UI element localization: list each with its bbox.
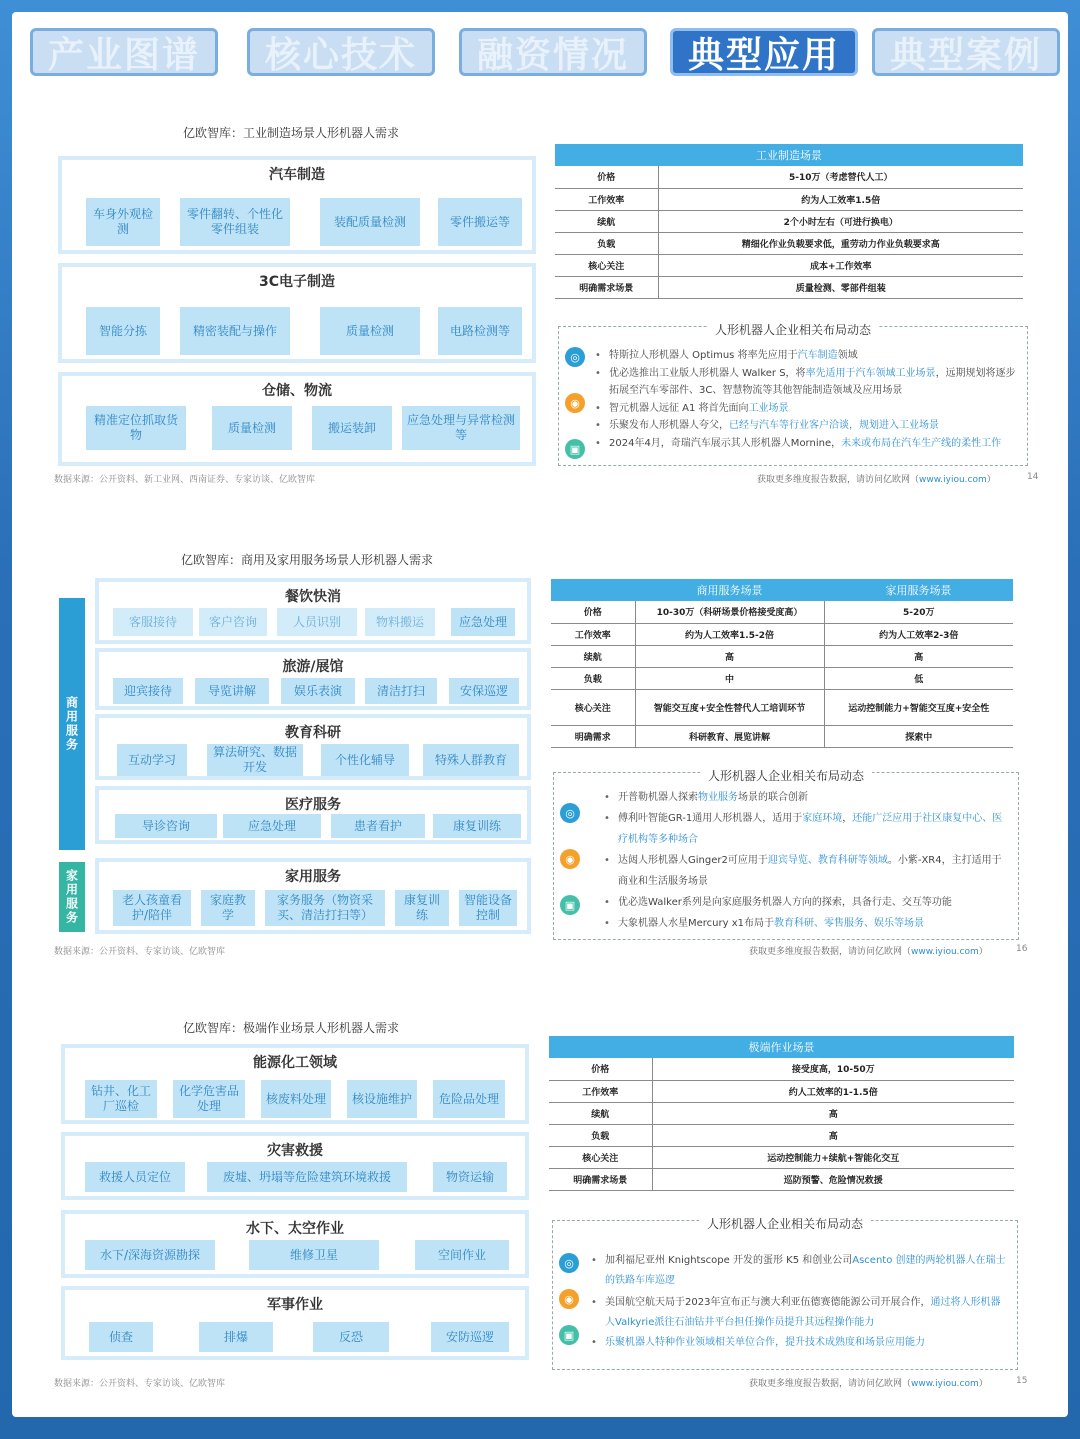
tab-core-tech[interactable]: 核心技术 (247, 28, 435, 76)
table-header: 工业制造场景 (555, 144, 1023, 166)
chip: 人员识别 (277, 608, 357, 636)
section3-table (549, 1036, 1014, 1191)
group-title: 家用服务 (285, 869, 341, 885)
table-cell: 接受度高，10-50万 (652, 1058, 1014, 1080)
table-cell: 续航 (551, 645, 635, 667)
table-cell: 约为人工效率1.5-2倍 (635, 623, 824, 645)
chip: 康复训练 (395, 890, 449, 926)
table-cell: 智能交互度+安全性替代人工培训环节 (635, 689, 824, 725)
tab-industry-map[interactable]: 产业图谱 (30, 28, 218, 76)
target-icon: ◎ (560, 803, 580, 823)
group-title: 水下、太空作业 (246, 1221, 344, 1237)
chip: 质量检测 (212, 406, 292, 450)
more-link-text: 获取更多维度报告数据，请访问亿欧网（www.iyiou.com） (749, 1379, 988, 1389)
chip: 迎宾接待 (113, 678, 183, 704)
table-cell: 低 (824, 667, 1013, 689)
chip: 客户咨询 (199, 608, 267, 636)
section2-source: 数据来源：公开资料、专家访谈、亿欧智库 (54, 947, 226, 957)
chip: 零件搬运等 (438, 198, 522, 246)
table-cell: 2个小时左右（可进行换电） (658, 210, 1023, 232)
page-number: 14 (1027, 472, 1039, 482)
table-cell: 5-10万（考虑替代人工） (658, 166, 1023, 188)
chart-icon: ◉ (565, 393, 585, 413)
group-home-service (95, 858, 531, 934)
table-cell: 明确需求 (551, 725, 635, 747)
table-cell: 5-20万 (824, 601, 1013, 623)
group-3c-electronics (58, 263, 536, 363)
chip: 废墟、坍塌等危险建筑环境救援 (207, 1162, 407, 1192)
list-item: • 特斯拉人形机器人 Optimus 将率先应用于汽车制造领域 (607, 347, 1019, 365)
more-link-text: 获取更多维度报告数据，请访问亿欧网（www.iyiou.com） (749, 947, 988, 957)
list-item: • 达闼人形机器人Ginger2可应用于迎宾导览、教育科研等领域。小紫-XR4，主打适用于商业和生活服务场景 (616, 850, 1010, 892)
screen-icon: ▣ (559, 1325, 579, 1345)
chip: 应急处理 (223, 814, 321, 838)
chip: 精准定位抓取货物 (86, 406, 186, 450)
group-title: 医疗服务 (285, 797, 341, 813)
commercial-label: 商用服务 (59, 598, 85, 850)
chip: 特殊人群教育 (423, 744, 519, 776)
chip: 搬运装卸 (312, 406, 392, 450)
group-title: 能源化工领域 (253, 1055, 337, 1071)
table-cell: 约为人工效率2-3倍 (824, 623, 1013, 645)
table-cell: 价格 (555, 166, 658, 188)
section3-dynamics (552, 1217, 1018, 1370)
chip: 娱乐表演 (281, 678, 355, 704)
table-cell: 负载 (551, 667, 635, 689)
page-number: 16 (1016, 944, 1028, 954)
table-cell: 高 (652, 1102, 1014, 1124)
list-item: • 乐聚发布人形机器人夸父，已经与汽车等行业客户洽谈，规划进入工业场景 (607, 417, 1019, 435)
section1-source: 数据来源：公开资料、新工业网、西南证券、专家访谈、亿欧智库 (54, 475, 316, 485)
chip: 应急处理 (451, 608, 515, 636)
tab-financing[interactable]: 融资情况 (459, 28, 647, 76)
chip: 质量检测 (320, 307, 420, 355)
table-cell: 精细化作业负载要求低，重劳动力作业负载要求高 (658, 232, 1023, 254)
dynamics-title: 人形机器人企业相关布局动态 (707, 323, 879, 337)
table-cell: 明确需求场景 (549, 1168, 652, 1190)
table-cell: 高 (824, 645, 1013, 667)
section2-table (551, 579, 1013, 748)
chip: 物资运输 (433, 1162, 507, 1192)
chip: 车身外观检测 (86, 198, 160, 246)
table-cell: 价格 (551, 601, 635, 623)
table-cell: 10-30万（科研场景价格接受度高） (635, 601, 824, 623)
table-cell: 负载 (555, 232, 658, 254)
table-cell: 约为人工效率1.5倍 (658, 188, 1023, 210)
chip: 化学危害品处理 (173, 1080, 245, 1118)
table-cell: 探索中 (824, 725, 1013, 747)
chip: 个性化辅导 (321, 744, 409, 776)
list-item: • 加利福尼亚州 Knightscope 开发的蛋形 K5 和创业公司Ascento 创建的两轮机器人在瑞士的铁路车库巡逻 (603, 1251, 1009, 1291)
table-cell: 运动控制能力+智能交互度+安全性 (824, 689, 1013, 725)
chip: 维修卫星 (249, 1240, 379, 1270)
chip: 物料搬运 (365, 608, 435, 636)
chip: 智能设备控制 (459, 890, 517, 926)
section2-dynamics (553, 769, 1019, 940)
tab-typical-applications[interactable]: 典型应用 (670, 28, 858, 76)
list-item: • 开普勒机器人探索物业服务场景的联合创新 (616, 787, 1010, 808)
chip: 算法研究、数据开发 (207, 744, 303, 776)
group-energy-chemical (61, 1044, 529, 1124)
dynamics-title: 人形机器人企业相关布局动态 (700, 769, 872, 783)
group-title: 军事作业 (267, 1297, 323, 1313)
chip: 客服接待 (113, 608, 193, 636)
group-auto-manufacturing (58, 156, 536, 254)
list-item: • 乐聚机器人特种作业领域相关单位合作，提升技术成熟度和场景应用能力 (603, 1333, 1009, 1353)
chart-icon: ◉ (560, 849, 580, 869)
table-cell: 核心关注 (555, 254, 658, 276)
table-header: 商用服务场景 (635, 579, 824, 601)
table-cell: 工作效率 (555, 188, 658, 210)
list-item: • 美国航空航天局于2023年宣布正与澳大利亚伍德赛德能源公司开展合作，通过将人形机器人Valkyrie派往石油钻井平台担任操作员提升其远程操作能力 (603, 1293, 1009, 1333)
chip: 家庭教学 (201, 890, 255, 926)
table-cell: 约人工效率的1-1.5倍 (652, 1080, 1014, 1102)
home-label: 家用服务 (59, 862, 85, 932)
table-header: 极端作业场景 (549, 1036, 1014, 1058)
chip: 安保巡逻 (449, 678, 519, 704)
chip: 清洁打扫 (365, 678, 437, 704)
chip: 智能分拣 (86, 307, 160, 355)
section3-title: 亿欧智库：极端作业场景人形机器人需求 (183, 1021, 400, 1035)
chip: 应急处理与异常检测等 (402, 406, 520, 450)
chip: 核废料处理 (261, 1080, 331, 1118)
table-cell: 负载 (549, 1124, 652, 1146)
list-item: • 优必选推出工业版人形机器人 Walker S，将率先适用于汽车领域工业场景，远期规划将逐步拓展至汽车零部件、3C、智慧物流等其他智能制造领域及应用场景 (607, 365, 1019, 400)
chip: 排爆 (199, 1322, 273, 1352)
group-medical-service (95, 786, 531, 844)
target-icon: ◎ (565, 347, 585, 367)
section1-table (555, 144, 1023, 299)
chip: 导诊咨询 (115, 814, 217, 838)
section1-dynamics (558, 323, 1028, 466)
chip: 装配质量检测 (320, 198, 420, 246)
chip: 危险品处理 (433, 1080, 505, 1118)
table-cell: 核心关注 (551, 689, 635, 725)
section1-title: 亿欧智库：工业制造场景人形机器人需求 (183, 126, 400, 140)
table-cell: 成本+工作效率 (658, 254, 1023, 276)
group-food-retail (95, 578, 531, 644)
page-number: 15 (1016, 1376, 1028, 1386)
dynamics-title: 人形机器人企业相关布局动态 (699, 1217, 871, 1231)
chip: 康复训练 (433, 814, 521, 838)
list-item: • 傅利叶智能GR-1通用人形机器人，适用于家庭环境，还能广泛应用于社区康复中心、医疗机构等多种场合 (616, 808, 1010, 850)
group-military (61, 1286, 529, 1360)
group-title: 仓储、物流 (262, 383, 332, 399)
group-tourism-exhibition (95, 648, 531, 710)
table-cell: 工作效率 (551, 623, 635, 645)
table-cell: 工作效率 (549, 1080, 652, 1102)
table-cell: 科研教育、展览讲解 (635, 725, 824, 747)
chip: 空间作业 (415, 1240, 509, 1270)
table-cell: 高 (652, 1124, 1014, 1146)
group-title: 餐饮快消 (285, 589, 341, 605)
table-cell: 高 (635, 645, 824, 667)
chip: 互动学习 (117, 744, 187, 776)
chip: 钻井、化工厂巡检 (85, 1080, 157, 1118)
group-title: 3C电子制造 (258, 274, 335, 290)
group-title: 汽车制造 (269, 167, 325, 183)
group-warehousing-logistics (58, 372, 536, 466)
table-cell: 续航 (549, 1102, 652, 1124)
chart-icon: ◉ (559, 1289, 579, 1309)
chip: 侦查 (89, 1322, 153, 1352)
group-disaster-rescue (61, 1132, 529, 1200)
list-item: • 2024年4月，奇瑞汽车展示其人形机器人Mornine，未来或布局在汽车生产线的柔性工作 (607, 435, 1019, 453)
site-link[interactable]: www.iyiou.com (911, 1379, 979, 1389)
chip: 水下/深海资源勘探 (85, 1240, 215, 1270)
table-cell: 续航 (555, 210, 658, 232)
chip: 患者看护 (331, 814, 425, 838)
group-underwater-space (61, 1210, 529, 1278)
chip: 电路检测等 (438, 307, 522, 355)
table-cell: 中 (635, 667, 824, 689)
group-education-research (95, 714, 531, 780)
group-title: 灾害救援 (267, 1143, 323, 1159)
chip: 零件翻转、个性化零件组装 (180, 198, 290, 246)
group-title: 旅游/展馆 (282, 659, 344, 675)
table-cell: 明确需求场景 (555, 276, 658, 298)
list-item: • 大象机器人水星Mercury x1布局于教育科研、零售服务、娱乐等场景 (616, 913, 1010, 934)
chip: 反恐 (313, 1322, 389, 1352)
table-header: 家用服务场景 (824, 579, 1013, 601)
chip: 精密装配与操作 (180, 307, 290, 355)
chip: 家务服务（物资采买、清洁打扫等） (265, 890, 385, 926)
site-link[interactable]: www.iyiou.com (911, 947, 979, 957)
top-tabs (0, 0, 1080, 90)
list-item: • 优必选Walker系列是向家庭服务机器人方向的探索，具备行走、交互等功能 (616, 892, 1010, 913)
group-title: 教育科研 (285, 725, 341, 741)
section2-title: 亿欧智库：商用及家用服务场景人形机器人需求 (181, 553, 434, 567)
chip: 老人孩童看护/陪伴 (113, 890, 191, 926)
chip: 导览讲解 (195, 678, 269, 704)
table-cell: 质量检测、零部件组装 (658, 276, 1023, 298)
screen-icon: ▣ (560, 895, 580, 915)
table-cell: 巡防预警、危险情况救援 (652, 1168, 1014, 1190)
target-icon: ◎ (559, 1253, 579, 1273)
site-link[interactable]: www.iyiou.com (919, 475, 987, 485)
screen-icon: ▣ (565, 439, 585, 459)
table-cell: 运动控制能力+续航+智能化交互 (652, 1146, 1014, 1168)
table-cell: 价格 (549, 1058, 652, 1080)
list-item: • 智元机器人远征 A1 将首先面向工业场景 (607, 400, 1019, 418)
more-link-text: 获取更多维度报告数据，请访问亿欧网（www.iyiou.com） (757, 475, 996, 485)
chip: 安防巡逻 (431, 1322, 509, 1352)
table-cell: 核心关注 (549, 1146, 652, 1168)
chip: 救援人员定位 (85, 1162, 185, 1192)
chip: 核设施维护 (347, 1080, 417, 1118)
section3-source: 数据来源：公开资料、专家访谈、亿欧智库 (54, 1379, 226, 1389)
tab-typical-cases[interactable]: 典型案例 (872, 28, 1060, 76)
